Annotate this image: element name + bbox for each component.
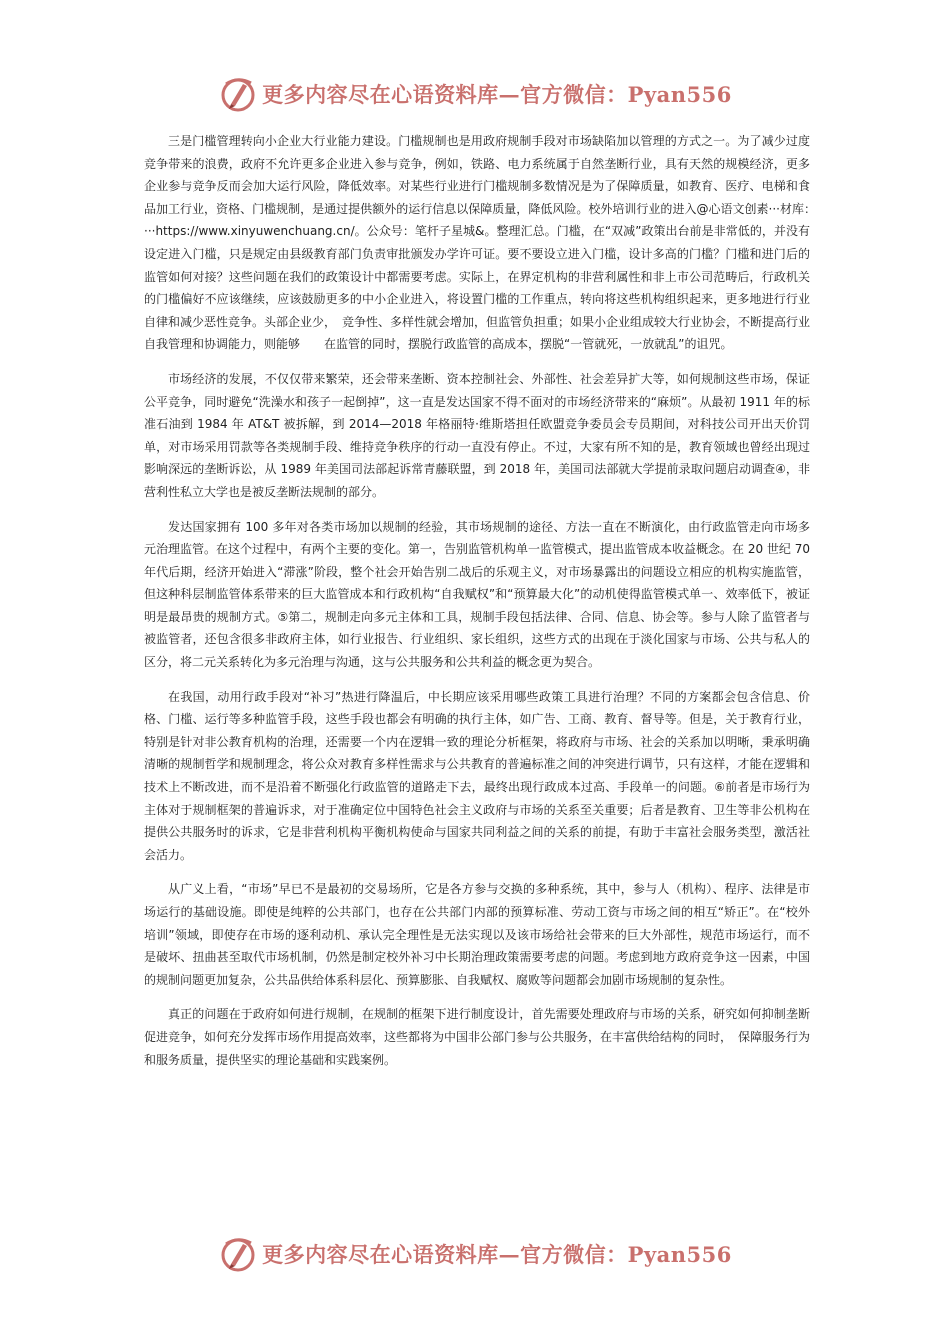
header-watermark-banner [0, 72, 950, 116]
paragraph: 真正的问题在于政府如何进行规制，在规制的框架下进行制度设计，首先需要处理政府与市场的关系，研究如何抑制垄断促进竞争，如何充分发挥市场作用提高效率，这些都将为中国非公部门参与公共服务，在丰富供给结构的同时， 保障服务行为和服务质量，提供坚实的理论基础和实践案例。 [144, 1007, 811, 1067]
paragraph: 在我国，动用行政手段对“补习”热进行降温后，中长期应该采用哪些政策工具进行治理？不同的方案都会包含信息、价格、门槛、运行等多种监管手段，这些手段也都会有明确的执行主体，如广告、工商、教育、督导等。但是，关于教育行业，特别是针对非公教育机构的治理，还需要一个内在逻辑一致的理论分析框架，将政府与市场、社会的关系加以明晰，秉承明确清晰的规制哲学和规制理念，将公众对教育多样性需求与公共教育的普遍标准之间的冲突进行调节，只有这样，才能在逻辑和技术上不断改进，而不是沿着不断强化行政监管的道路走下去，最终出现行政成本过高、手段单一的问题。⑥前者是市场行为主体对于规制框架的普遍诉求，对于准确定位中国特色社会主义政府与市场的关系至关重要；后者是教育、卫生等非公机构在提供公共服务时的诉求，它是非营利机构平衡机构使命与国家共同利益之间的关系的前提，有助于丰富社会服务类型，激活社会活力。 [144, 689, 810, 862]
footer-watermark-text: 更多内容尽在心语资料库—官方微信：Pyan556 [262, 1242, 732, 1267]
paragraph: 市场经济的发展，不仅仅带来繁荣，还会带来垄断、资本控制社会、外部性、社会差异扩大等，如何规制这些市场，保证公平竞争，同时避免“洗澡水和孩子一起倒掉”，这一直是发达国家不得不面对的市场经济带来的“麻烦”。从最初 1911 年的标准石油到 1984 年 AT&T 被拆解，到 2014—2018 年格丽特·维斯塔担任欧盟竞争委员会专员期间，对科技公司开出天价罚单，对市场采用罚款等各类规制手段、维持竞争秩序的行动一直没有停止。不过，大家有所不知的是，教育领域也曾经出现过影响深远的垄断诉讼，从 1989 年美国司法部起诉常青藤联盟，到 2018 年，美国司法部就大学提前录取问题启动调查④，非营利性私立大学也是被反垄断法规制的部分。 [144, 371, 810, 499]
header-watermark-text: 更多内容尽在心语资料库—官方微信：Pyan556 [262, 82, 732, 107]
footer-watermark-banner [0, 1232, 950, 1276]
paragraph: 从广义上看，“市场”早已不是最初的交易场所，它是各方参与交换的多种系统，其中，参与人（机构）、程序、法律是市场运行的基础设施。即使是纯粹的公共部门，也存在公共部门内部的预算标准、劳动工资与市场之间的相互“矫正”。在“校外培训”领域，即使存在市场的逐利动机、承认完全理性是无法实现以及该市场给社会带来的巨大外部性，规范市场运行，而不是破坏、扭曲甚至取代市场机制，仍然是制定校外补习中长期治理政策需要考虑的问题。考虑到地方政府竞争这一因素，中国的规制问题更加复杂，公共品供给体系科层化、预算膨胀、自我赋权、腐败等问题都会加剧市场规制的复杂性。 [144, 882, 810, 987]
brand-logo-icon [218, 74, 258, 114]
paragraph: 三是门槛管理转向小企业大行业能力建设。门槛规制也是用政府规制手段对市场缺陷加以管理的方式之一。为了减少过度竞争带来的浪费，政府不允许更多企业进入参与竞争，例如，铁路、电力系统属于自然垄断行业，具有天然的规模经济，更多企业参与竞争反而会加大运行风险，降低效率。对某些行业进行门槛规制多数情况是为了保障质量，如教育、医疗、电梯和食品加工行业，资格、门槛规制，是通过提供额外的运行信息以保障质量，降低风险。校外培训行业的进入@心语文创素···材库：···https://www.xinyuwenchuang.cn/。公众号：笔杆子星城&。整理汇总。门槛，在“双减”政策出台前是非常低的，并没有设定进入门槛，只是规定由县级教育部门负责审批颁发办学许可证。要不要设立进入门槛，设计多高的门槛？门槛和进门后的监管如何对接？这些问题在我们的政策设计中都需要考虑。实际上，在界定机构的非营利属性和非上市公司范畴后，行政机关的门槛偏好不应该继续，应该鼓励更多的中小企业进入，将设置门槛的工作重点，转向将这些机构组织起来，更多地进行行业自律和减少恶性竞争。头部企业少， 竞争性、多样性就会增加，但监管负担重；如果小企业组成较大行业协会，不断提高行业自我管理和协调能力，则能够 在监管的同时，摆脱行政监管的高成本，摆脱“一管就死，一放就乱”的诅咒。 [144, 134, 811, 352]
paragraph: 发达国家拥有 100 多年对各类市场加以规制的经验，其市场规制的途径、方法一直在不断演化，由行政监管走向市场多元治理监管。在这个过程中，有两个主要的变化。第一，告别监管机构单一监管模式，提出监管成本收益概念。在 20 世纪 70 年代后期，经济开始进入“滞涨”阶段，整个社会开始告别二战后的乐观主义，对市场暴露出的问题设立相应的机构实施监管，但这种科层制监管体系带来的巨大监管成本和行政机构“自我赋权”和“预算最大化”的动机使得监管模式单一、效率低下，被证明是最昂贵的规制方式。⑤第二，规制走向多元主体和工具，规制手段包括法律、合同、信息、协会等。参与人除了监管者与被监管者，还包含很多非政府主体，如行业报告、行业组织、家长组织，这些方式的出现在于淡化国家与市场、公共与私人的区分，将二元关系转化为多元治理与沟通，这与公共服务和公共利益的概念更为契合。 [144, 519, 810, 670]
brand-logo-icon [218, 1234, 258, 1274]
article-body [144, 130, 810, 1083]
